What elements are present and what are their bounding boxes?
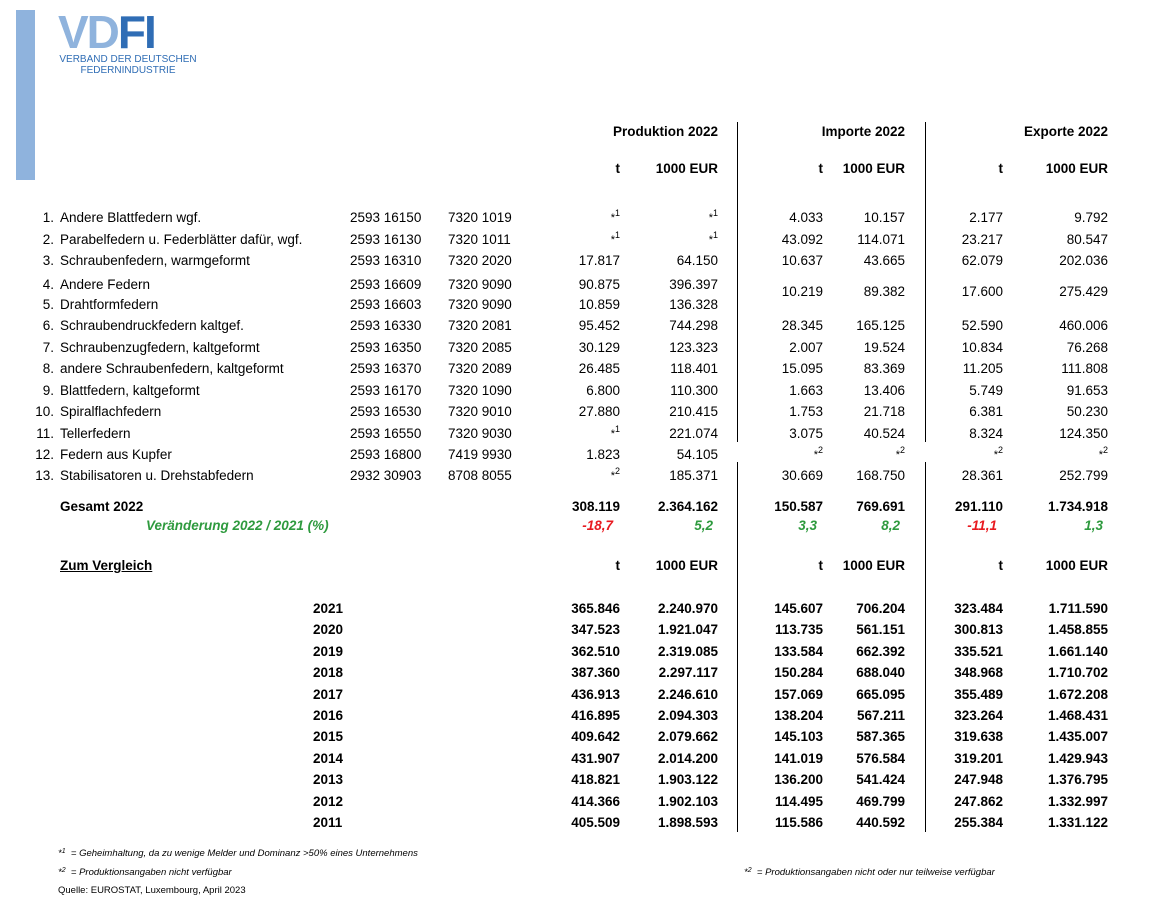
row-number: 10. (35, 404, 54, 419)
comparison-e-t: 247.862 (954, 793, 1003, 809)
comparison-year: 2013 (313, 772, 344, 788)
unit-eur-e: 1000 EUR (1045, 558, 1108, 573)
total-e-eur: 1.734.918 (1047, 499, 1108, 514)
product-name: Federn aus Kupfer (60, 447, 172, 462)
comparison-i-eur: 561.151 (856, 622, 905, 638)
comparison-p-eur: 2.079.662 (657, 729, 718, 745)
comparison-i-t: 150.284 (774, 665, 823, 681)
value-p-t: *$^2$ (610, 466, 620, 482)
comparison-i-t: 114.495 (774, 793, 823, 809)
comparison-e-t: 300.813 (954, 622, 1003, 638)
value-p-eur: 396.397 (669, 277, 718, 292)
comparison-p-eur: 1.902.103 (657, 793, 718, 809)
code-prodcom: 2593 16170 (350, 383, 422, 398)
unit-t-e: t (998, 558, 1003, 573)
value-i-t: 1.663 (789, 383, 823, 398)
product-name: Drahtformfedern (60, 297, 159, 312)
value-e-eur: 76.268 (1066, 340, 1108, 355)
code-cn: 7320 9090 (448, 297, 512, 312)
row-number: 1. (42, 210, 54, 225)
comparison-p-t: 414.366 (571, 793, 620, 809)
value-i-t: 10.637 (781, 253, 823, 268)
total-e-t: 291.110 (954, 499, 1003, 514)
comparison-i-t: 157.069 (774, 686, 823, 702)
code-prodcom: 2932 30903 (350, 468, 422, 483)
comparison-p-eur: 2.094.303 (657, 708, 718, 723)
row-number: 9. (42, 383, 54, 398)
comparison-e-eur: 1.710.702 (1047, 665, 1108, 681)
value-e-eur: 124.350 (1059, 426, 1108, 441)
value-e-t: 23.217 (961, 232, 1003, 247)
comparison-year: 2011 (313, 815, 343, 830)
value-i-eur: 21.718 (863, 404, 905, 419)
comparison-e-t: 335.521 (954, 643, 1003, 659)
change-label: Veränderung 2022 / 2021 (%) (146, 518, 329, 533)
unit-t-p: t (615, 558, 620, 573)
value-i-t: 28.345 (781, 318, 823, 333)
comparison-e-eur: 1.468.431 (1047, 708, 1108, 723)
comparison-p-t: 365.846 (571, 601, 620, 616)
code-cn: 7320 9030 (448, 426, 512, 441)
comparison-i-t: 138.204 (774, 708, 823, 723)
value-e-t: *$^2$ (993, 445, 1003, 461)
comparison-p-t: 416.895 (571, 708, 620, 723)
value-i-t: 4.033 (789, 210, 823, 225)
change-p-t: -18,7 (582, 518, 613, 533)
comparison-e-eur: 1.711.590 (1048, 601, 1108, 616)
code-prodcom: 2593 16350 (350, 340, 422, 355)
value-p-t: 30.129 (578, 340, 620, 355)
comparison-i-t: 136.200 (774, 772, 823, 788)
comparison-year: 2015 (313, 729, 344, 745)
code-cn: 8708 8055 (448, 468, 512, 483)
comparison-year: 2012 (313, 793, 344, 809)
product-name: andere Schraubenfedern, kaltgeformt (60, 361, 284, 376)
divider-prod-imp (737, 122, 738, 442)
value-e-t: 62.079 (961, 253, 1003, 268)
comparison-label: Zum Vergleich (60, 558, 153, 573)
comparison-year: 2017 (313, 686, 344, 702)
comparison-p-t: 362.510 (571, 643, 620, 659)
value-i-eur: 13.406 (863, 383, 905, 398)
value-p-t: *$^1$ (610, 424, 620, 440)
total-label: Gesamt 2022 (60, 499, 144, 514)
comparison-p-eur: 2.246.610 (657, 686, 718, 702)
logo-line-1: VERBAND DER DEUTSCHEN (59, 54, 197, 65)
code-prodcom: 2593 16603 (350, 297, 422, 312)
value-p-eur: 64.150 (676, 253, 718, 268)
value-p-eur: 210.415 (669, 404, 718, 419)
value-p-t: 10.859 (578, 297, 620, 312)
value-p-eur: 136.328 (669, 297, 718, 312)
comparison-year: 2020 (313, 622, 344, 638)
value-e-eur: 111.808 (1061, 361, 1108, 376)
comparison-i-eur: 469.799 (856, 793, 905, 809)
comparison-p-t: 387.360 (571, 665, 620, 681)
change-i-t: 3,3 (798, 518, 817, 533)
value-e-eur: *$^2$ (1098, 445, 1108, 461)
row-number: 13. (35, 468, 54, 483)
change-e-t: -11,1 (967, 518, 997, 533)
row-number: 8. (42, 361, 54, 376)
logo-mark: VDFI (58, 6, 155, 58)
row-number: 11. (36, 426, 54, 441)
comparison-i-t: 113.735 (774, 622, 823, 638)
value-i-eur: 165.125 (856, 318, 905, 333)
value-i-t: 43.092 (781, 232, 823, 247)
code-cn: 7320 1011 (448, 232, 511, 247)
value-i-t: 30.669 (781, 468, 823, 483)
value-e-eur: 460.006 (1059, 318, 1108, 333)
comparison-e-eur: 1.331.122 (1047, 815, 1108, 830)
value-e-t: 10.834 (961, 340, 1003, 355)
code-cn: 7320 2081 (448, 318, 512, 333)
code-cn: 7320 2020 (448, 253, 512, 268)
comparison-i-t: 145.103 (774, 729, 823, 745)
value-p-eur: 185.371 (669, 468, 718, 483)
comparison-i-eur: 576.584 (856, 750, 905, 766)
unit-eur-e: 1000 EUR (1045, 161, 1108, 176)
code-cn: 7320 2085 (448, 340, 512, 355)
comparison-i-eur: 541.424 (856, 772, 905, 788)
comparison-e-eur: 1.435.007 (1047, 729, 1108, 745)
unit-t-e: t (998, 161, 1003, 176)
row-number: 12. (35, 447, 54, 462)
value-i-t: 3.075 (789, 426, 823, 441)
comparison-p-eur: 2.014.200 (657, 750, 718, 766)
value-p-t: 90.875 (578, 277, 620, 292)
source-note: Quelle: EUROSTAT, Luxembourg, April 2023 (58, 885, 246, 896)
value-p-eur: 744.298 (669, 318, 718, 333)
code-prodcom: 2593 16800 (350, 447, 422, 462)
merged-value-e-t: 17.600 (961, 284, 1003, 299)
comparison-p-t: 436.913 (571, 686, 620, 702)
comparison-e-eur: 1.376.795 (1047, 772, 1108, 788)
product-name: Spiralflachfedern (60, 404, 162, 419)
comparison-e-eur: 1.458.855 (1047, 622, 1108, 638)
value-i-t: 15.095 (781, 361, 823, 376)
comparison-p-t: 347.523 (571, 622, 620, 638)
value-p-eur: *$^1$ (708, 230, 718, 246)
unit-eur-p: 1000 EUR (655, 558, 718, 573)
code-prodcom: 2593 16370 (350, 361, 422, 376)
comparison-p-t: 405.509 (571, 815, 620, 830)
comparison-i-eur: 665.095 (856, 686, 905, 702)
comparison-p-eur: 2.297.117 (658, 665, 718, 681)
comparison-p-t: 418.821 (571, 772, 620, 788)
product-name: Stabilisatoren u. Drehstabfedern (60, 468, 254, 483)
value-i-eur: 40.524 (863, 426, 905, 441)
merged-value-e-eur: 275.429 (1059, 284, 1108, 299)
decorative-side-bar (16, 10, 35, 180)
unit-eur-p: 1000 EUR (655, 161, 718, 176)
merged-value-i-eur: 89.382 (863, 284, 905, 299)
code-cn: 7419 9930 (448, 447, 512, 462)
code-cn: 7320 9090 (448, 277, 512, 292)
merged-value-i-t: 10.219 (781, 284, 823, 299)
value-e-eur: 80.547 (1066, 232, 1108, 247)
value-e-eur: 50.230 (1066, 404, 1108, 419)
product-name: Andere Blattfedern wgf. (60, 210, 202, 225)
comparison-year: 2018 (313, 665, 344, 681)
comparison-i-t: 141.019 (774, 750, 823, 766)
value-p-t: *$^1$ (610, 208, 620, 224)
footnote-3: *$^2$ = Produktionsangaben nicht oder nur teilweise verfügbar (744, 867, 995, 878)
unit-t-p: t (615, 161, 620, 176)
total-p-t: 308.119 (571, 499, 620, 514)
comparison-year: 2014 (313, 750, 344, 766)
comparison-e-t: 319.201 (954, 750, 1003, 766)
header-imports: Importe 2022 (821, 124, 905, 139)
comparison-e-t: 323.264 (954, 708, 1003, 723)
row-number: 4. (42, 277, 54, 292)
divider-prod-imp-lower (737, 462, 738, 832)
row-number: 2. (42, 232, 54, 247)
change-i-eur: 8,2 (881, 518, 900, 533)
value-e-t: 28.361 (961, 468, 1003, 483)
comparison-p-eur: 1.921.047 (657, 622, 718, 638)
value-p-eur: 118.401 (670, 361, 718, 376)
product-name: Schraubendruckfedern kaltgef. (60, 318, 244, 333)
unit-eur-i: 1000 EUR (842, 558, 905, 573)
total-i-t: 150.587 (774, 499, 823, 514)
value-i-eur: *$^2$ (895, 445, 905, 461)
value-i-t: *$^2$ (813, 445, 823, 461)
comparison-year: 2021 (313, 601, 344, 616)
comparison-e-t: 319.638 (954, 729, 1003, 745)
code-prodcom: 2593 16310 (350, 253, 422, 268)
code-prodcom: 2593 16330 (350, 318, 422, 333)
product-name: Andere Federn (60, 277, 151, 292)
comparison-i-t: 145.607 (774, 601, 823, 616)
comparison-year: 2019 (313, 643, 344, 659)
header-production: Produktion 2022 (612, 124, 718, 139)
comparison-i-eur: 567.211 (856, 708, 905, 723)
code-cn: 7320 2089 (448, 361, 512, 376)
comparison-e-t: 348.968 (954, 665, 1003, 681)
value-i-eur: 10.157 (863, 210, 905, 225)
code-cn: 7320 1019 (448, 210, 512, 225)
comparison-p-eur: 2.240.970 (657, 601, 718, 616)
value-e-t: 8.324 (969, 426, 1003, 441)
comparison-i-eur: 587.365 (856, 729, 905, 745)
product-name: Tellerfedern (60, 426, 131, 441)
value-i-t: 2.007 (789, 340, 823, 355)
comparison-e-eur: 1.672.208 (1047, 686, 1108, 702)
code-prodcom: 2593 16609 (350, 277, 422, 292)
value-i-t: 1.753 (789, 404, 823, 419)
value-p-eur: 123.323 (669, 340, 718, 355)
divider-imp-exp (925, 122, 926, 442)
comparison-e-t: 323.484 (954, 601, 1003, 616)
comparison-i-eur: 662.392 (856, 643, 905, 659)
comparison-i-eur: 706.204 (856, 601, 905, 616)
comparison-p-eur: 1.898.593 (657, 815, 718, 830)
value-i-eur: 83.369 (863, 361, 905, 376)
product-name: Schraubenfedern, warmgeformt (60, 253, 250, 268)
value-p-t: 1.823 (586, 447, 620, 462)
comparison-e-eur: 1.661.140 (1047, 643, 1108, 659)
comparison-p-eur: 2.319.085 (657, 643, 718, 659)
value-e-eur: 202.036 (1059, 253, 1108, 268)
comparison-year: 2016 (313, 708, 344, 723)
value-i-eur: 43.665 (863, 253, 905, 268)
unit-t-i: t (818, 558, 823, 573)
footnote-2: *$^2$ = Produktionsangaben nicht verfügbar (58, 867, 232, 878)
total-i-eur: 769.691 (856, 499, 905, 514)
comparison-p-t: 431.907 (571, 750, 620, 766)
total-p-eur: 2.364.162 (657, 499, 718, 514)
row-number: 5. (42, 297, 54, 312)
code-prodcom: 2593 16530 (350, 404, 422, 419)
divider-imp-exp-lower (925, 462, 926, 832)
value-e-eur: 9.792 (1074, 210, 1108, 225)
code-prodcom: 2593 16550 (350, 426, 422, 441)
comparison-i-eur: 688.040 (856, 665, 905, 681)
code-cn: 7320 9010 (448, 404, 512, 419)
product-name: Blattfedern, kaltgeformt (60, 383, 200, 398)
change-e-eur: 1,3 (1084, 518, 1103, 533)
comparison-e-t: 255.384 (954, 815, 1003, 830)
comparison-e-eur: 1.429.943 (1047, 750, 1108, 766)
comparison-e-t: 247.948 (954, 772, 1003, 788)
value-p-eur: 54.105 (676, 447, 718, 462)
value-i-eur: 19.524 (863, 340, 905, 355)
logo-line-2: FEDERNINDUSTRIE (80, 65, 176, 76)
change-p-eur: 5,2 (694, 518, 713, 533)
value-p-eur: *$^1$ (708, 208, 718, 224)
value-p-t: 17.817 (578, 253, 620, 268)
comparison-p-t: 409.642 (571, 729, 620, 745)
comparison-i-eur: 440.592 (856, 815, 905, 830)
value-e-t: 11.205 (962, 361, 1003, 376)
value-e-t: 6.381 (969, 404, 1003, 419)
value-p-t: 6.800 (586, 383, 620, 398)
row-number: 3. (42, 253, 54, 268)
row-number: 7. (42, 340, 54, 355)
value-p-t: 95.452 (578, 318, 620, 333)
value-i-eur: 114.071 (857, 232, 905, 247)
code-cn: 7320 1090 (448, 383, 512, 398)
footnote-1: *$^1$ = Geheimhaltung, da zu wenige Melder und Dominanz >50% eines Unternehmens (58, 848, 418, 859)
header-exports: Exporte 2022 (1023, 124, 1108, 139)
value-e-eur: 252.799 (1059, 468, 1108, 483)
value-e-eur: 91.653 (1066, 383, 1108, 398)
comparison-e-eur: 1.332.997 (1047, 793, 1108, 809)
code-prodcom: 2593 16150 (350, 210, 422, 225)
comparison-p-eur: 1.903.122 (657, 772, 718, 788)
code-prodcom: 2593 16130 (350, 232, 422, 247)
value-e-t: 2.177 (969, 210, 1003, 225)
vdfi-logo (58, 6, 203, 76)
value-i-eur: 168.750 (856, 468, 905, 483)
value-p-t: 26.485 (578, 361, 620, 376)
comparison-i-t: 115.586 (774, 815, 823, 830)
value-e-t: 52.590 (961, 318, 1003, 333)
value-p-t: *$^1$ (610, 230, 620, 246)
comparison-e-t: 355.489 (954, 686, 1003, 702)
product-name: Parabelfedern u. Federblätter dafür, wgf. (60, 232, 303, 247)
value-p-t: 27.880 (578, 404, 620, 419)
unit-eur-i: 1000 EUR (842, 161, 905, 176)
product-name: Schraubenzugfedern, kaltgeformt (60, 340, 260, 355)
value-e-t: 5.749 (969, 383, 1003, 398)
row-number: 6. (42, 318, 54, 333)
comparison-i-t: 133.584 (774, 643, 823, 659)
unit-t-i: t (818, 161, 823, 176)
value-p-eur: 110.300 (670, 383, 718, 398)
value-p-eur: 221.074 (669, 426, 718, 441)
